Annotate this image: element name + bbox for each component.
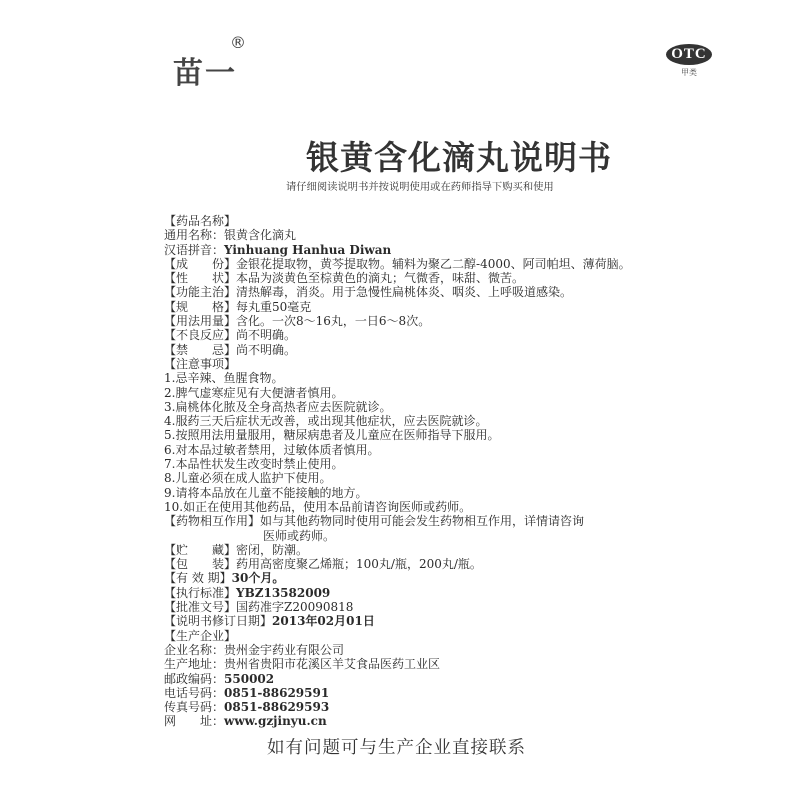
line-text: 6.对本品过敏者禁用，过敏体质者慎用。 [164, 442, 380, 457]
leaflet-line [164, 586, 631, 600]
line-label: 【说明书修订日期】 [164, 614, 273, 629]
leaflet-line [164, 700, 631, 714]
footer-note: 如有问题可与生产企业直接联系 [267, 738, 526, 758]
leaflet-line [164, 571, 631, 585]
leaflet-line [164, 543, 631, 557]
line-text: 2.脾气虚寒症见有大便溏者慎用。 [164, 385, 344, 400]
line-text: 本品为淡黄色至棕黄色的滴丸；气微香，味甜、微苦。 [236, 271, 525, 286]
leaflet-line [164, 414, 631, 428]
document-subtitle: 请仔细阅读说明书并按说明使用或在药师指导下购买和使用 [286, 181, 554, 193]
line-text: www.gzjinyu.cn [224, 714, 327, 729]
line-text: 9.请将本品放在儿童不能接触的地方。 [164, 485, 368, 500]
line-label: 生产地址： [164, 657, 225, 672]
line-label: 【批准文号】 [164, 600, 237, 615]
leaflet-line [164, 657, 631, 671]
leaflet-line [164, 457, 631, 471]
line-text: 密闭，防潮。 [236, 542, 309, 557]
line-text: 0851-88629593 [224, 700, 330, 715]
line-text: 药用高密度聚乙烯瓶；100丸/瓶，200丸/瓶。 [236, 557, 482, 572]
line-text: 尚不明确。 [236, 328, 297, 343]
line-text: 30个月。 [231, 571, 285, 586]
leaflet-line [164, 672, 631, 686]
line-label: 【药品名称】 [164, 214, 237, 228]
leaflet-line [164, 357, 631, 371]
registered-mark-icon: ® [230, 33, 246, 52]
line-label: 【不良反应】 [164, 328, 237, 343]
leaflet-line [164, 614, 631, 628]
line-label: 【贮 藏】 [164, 542, 237, 557]
line-label: 【功能主治】 [164, 285, 237, 300]
leaflet-line [164, 514, 631, 528]
line-text: 贵州金宇药业有限公司 [224, 642, 345, 657]
line-label: 【用法用量】 [164, 314, 237, 329]
leaflet-body [164, 214, 631, 729]
line-label: 【药物相互作用】 [164, 514, 261, 529]
leaflet-line [164, 443, 631, 457]
line-label: 汉语拼音： [164, 242, 225, 257]
line-text: 每丸重50毫克 [236, 299, 312, 314]
line-label: 【包 装】 [164, 557, 237, 572]
line-label: 【执行标准】 [164, 585, 237, 600]
line-label: 传真号码： [164, 700, 225, 715]
line-label: 通用名称： [164, 228, 225, 243]
line-text: Yinhuang Hanhua Diwan [224, 242, 392, 257]
line-text: 10.如正在使用其他药品，使用本品前请咨询医师或药师。 [164, 499, 472, 514]
leaflet-line [164, 214, 631, 228]
line-text: 550002 [224, 671, 275, 686]
otc-class-label: 甲类 [681, 68, 697, 77]
leaflet-line [164, 400, 631, 414]
line-text: 医师或药师。 [263, 528, 336, 543]
line-text: YBZ13582009 [236, 585, 331, 600]
line-label: 【注意事项】 [164, 356, 237, 371]
leaflet-line [164, 228, 631, 242]
line-label: 企业名称： [164, 642, 225, 657]
line-text: 如与其他药物同时使用可能会发生药物相互作用，详情请咨询 [260, 514, 585, 529]
line-label: 【规 格】 [164, 299, 237, 314]
document-title: 银黄含化滴丸说明书 [306, 138, 612, 177]
otc-badge: OTC [666, 44, 712, 65]
line-text: 金银花提取物，黄芩提取物。辅料为聚乙二醇-4000、阿司帕坦、薄荷脑。 [236, 256, 631, 271]
leaflet-line [164, 686, 631, 700]
line-text: 7.本品性状发生改变时禁止使用。 [164, 457, 344, 472]
line-text: 含化。一次8～16丸，一日6～8次。 [236, 314, 431, 329]
leaflet-line [164, 529, 631, 543]
leaflet-line [164, 600, 631, 614]
line-text: 银黄含化滴丸 [224, 228, 297, 243]
brand-logo: 苗一 [173, 56, 237, 91]
line-text: 1.忌辛辣、鱼腥食物。 [164, 371, 284, 386]
leaflet-line [164, 328, 631, 342]
leaflet-line [164, 643, 631, 657]
leaflet-line [164, 271, 631, 285]
line-text: 3.扁桃体化脓及全身高热者应去医院就诊。 [164, 399, 392, 414]
leaflet-line [164, 314, 631, 328]
line-text: 清热解毒，消炎。用于急慢性扁桃体炎、咽炎、上呼吸道感染。 [236, 285, 573, 300]
line-text: 8.儿童必须在成人监护下使用。 [164, 471, 332, 486]
leaflet-line [164, 428, 631, 442]
line-label: 电话号码： [164, 685, 225, 700]
line-label: 【禁 忌】 [164, 342, 237, 357]
leaflet-line [164, 557, 631, 571]
line-text: 国药准字Z20090818 [236, 600, 354, 615]
line-label: 【生产企业】 [164, 628, 237, 643]
leaflet-line [164, 300, 631, 314]
line-label: 邮政编码： [164, 671, 225, 686]
leaflet-line [164, 343, 631, 357]
leaflet-line [164, 471, 631, 485]
line-text: 0851-88629591 [224, 685, 330, 700]
leaflet-line [164, 714, 631, 728]
line-label: 【性 状】 [164, 271, 237, 286]
line-label: 网 址： [164, 714, 225, 729]
leaflet-line [164, 243, 631, 257]
leaflet-line [164, 257, 631, 271]
leaflet-line [164, 371, 631, 385]
line-label: 【成 份】 [164, 256, 237, 271]
leaflet-line [164, 285, 631, 299]
leaflet-line [164, 500, 631, 514]
line-text: 4.服药三天后症状无改善，或出现其他症状，应去医院就诊。 [164, 414, 488, 429]
leaflet-line [164, 629, 631, 643]
line-text: 5.按照用法用量服用，糖尿病患者及儿童应在医师指导下服用。 [164, 428, 500, 443]
leaflet-line [164, 386, 631, 400]
leaflet-line [164, 486, 631, 500]
line-text: 贵州省贵阳市花溪区羊艾食品医药工业区 [224, 657, 441, 672]
line-text: 尚不明确。 [236, 342, 297, 357]
line-label: 【有 效 期】 [164, 571, 232, 586]
line-text: 2013年02月01日 [272, 614, 375, 629]
